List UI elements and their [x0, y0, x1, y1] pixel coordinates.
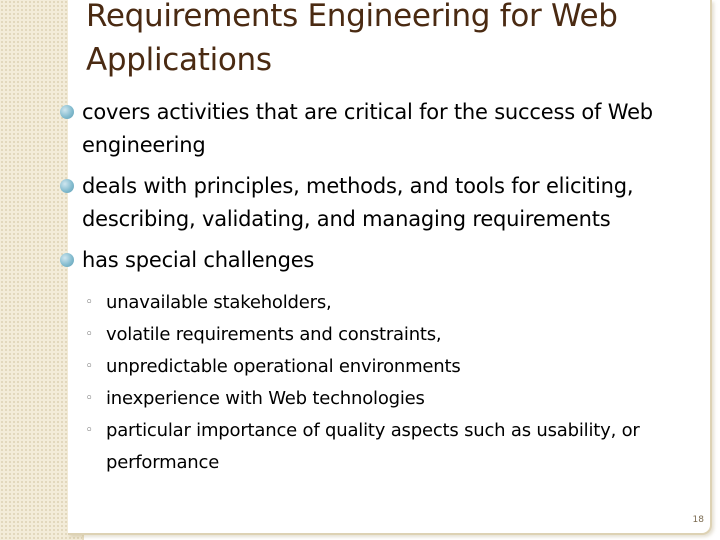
slide-title: Requirements Engineering for Web Applications: [86, 0, 618, 78]
bullet-text: deals with principles, methods, and tools for eliciting, describing, validating, and managing requirements: [82, 174, 634, 231]
sub-bullet-item: [82, 319, 700, 351]
bullet-item: [60, 170, 700, 236]
bullet-item: [60, 96, 700, 162]
sub-bullet-item: [82, 287, 700, 319]
sub-bullet-item: [82, 351, 700, 383]
bullet-list: [60, 96, 700, 487]
bullet-text: has special challenges: [82, 248, 315, 272]
sub-bullet-text: unavailable stakeholders,: [106, 292, 332, 313]
sub-bullet-icon: ◦: [85, 295, 93, 310]
bullet-dot-icon: [60, 253, 74, 267]
sub-bullet-list: [82, 287, 700, 479]
sub-bullet-item: [82, 383, 700, 415]
sub-bullet-text: particular importance of quality aspects such as usability, or performance: [106, 420, 640, 473]
sub-bullet-text: inexperience with Web technologies: [106, 388, 425, 409]
sub-bullet-item: [82, 415, 700, 479]
bullet-text: covers activities that are critical for the success of Web engineering: [82, 100, 653, 157]
sub-bullet-text: unpredictable operational environments: [106, 356, 461, 377]
sub-bullet-icon: ◦: [85, 423, 93, 438]
sub-bullet-icon: ◦: [85, 391, 93, 406]
bullet-dot-icon: [60, 179, 74, 193]
page-number: 18: [692, 515, 704, 525]
sub-bullet-text: volatile requirements and constraints,: [106, 324, 442, 345]
sub-bullet-icon: ◦: [85, 327, 93, 342]
sub-bullet-icon: ◦: [85, 359, 93, 374]
bullet-item: [60, 244, 700, 479]
bullet-dot-icon: [60, 105, 74, 119]
